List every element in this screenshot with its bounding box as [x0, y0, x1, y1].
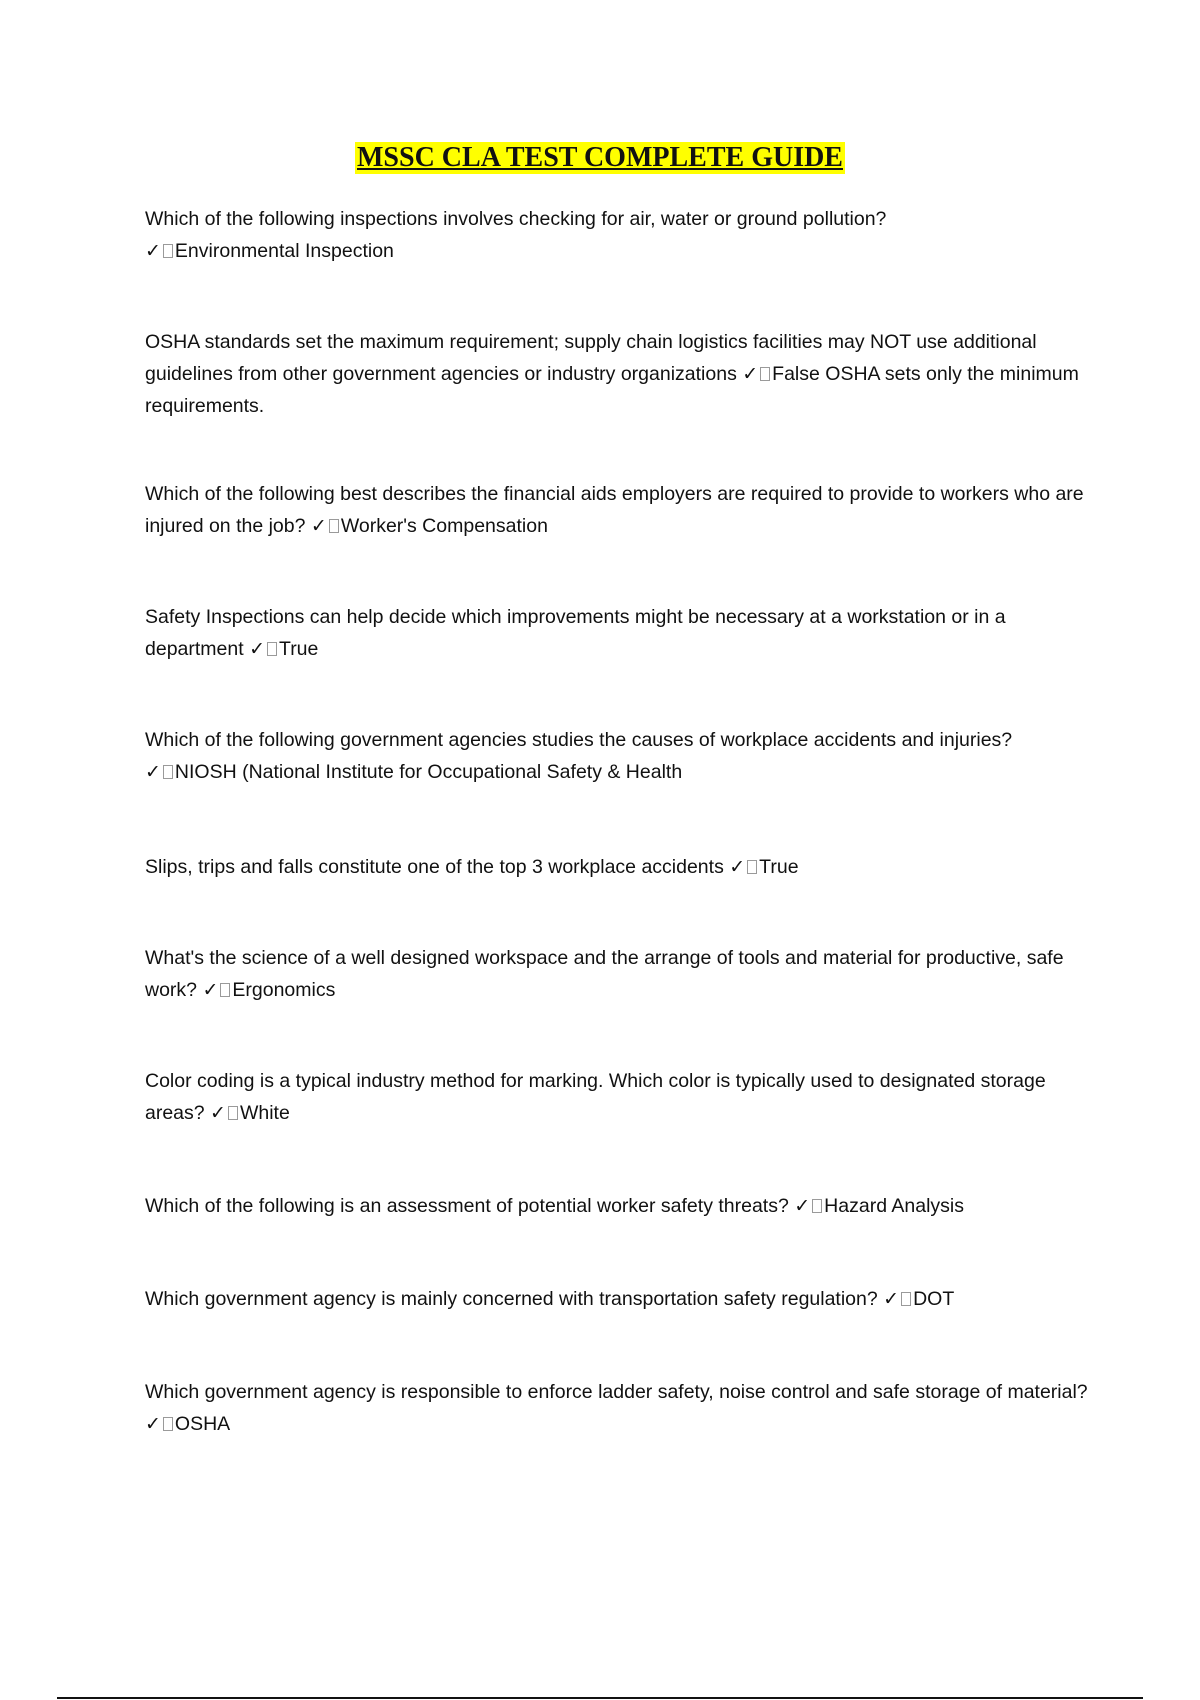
check-icon: ✓: [883, 1288, 900, 1310]
answer-text: White: [239, 1102, 290, 1124]
question-text: What's the science of a well designed workspace and the arrange of tools and material for productive, safe work?: [145, 947, 1064, 1001]
question-text: Which of the following best describes the financial aids employers are required to provide to workers who are injured on the job?: [145, 483, 1084, 537]
box-icon: [220, 983, 230, 997]
question-text: Slips, trips and falls constitute one of the top 3 workplace accidents: [145, 856, 724, 878]
check-icon: ✓: [742, 363, 759, 385]
question-text: Color coding is a typical industry method for marking. Which color is typically used to designated storage areas?: [145, 1070, 1046, 1124]
box-icon: [747, 860, 757, 874]
box-icon: [760, 367, 770, 381]
qa-item-8: [145, 1065, 1095, 1129]
qa-item-10: [145, 1283, 1095, 1315]
check-icon: ✓: [202, 979, 219, 1001]
check-icon: ✓: [249, 638, 265, 660]
box-icon: [329, 519, 339, 533]
check-icon: ✓: [210, 1102, 226, 1124]
check-icon: ✓: [145, 761, 161, 783]
check-icon: ✓: [729, 856, 746, 878]
qa-item-4: [145, 601, 1095, 665]
answer-text: OSHA: [174, 1413, 231, 1435]
box-icon: [901, 1292, 911, 1306]
qa-item-1: [145, 203, 1095, 267]
check-icon: ✓: [145, 240, 161, 262]
answer-text: NIOSH (National Institute for Occupational Safety & Health: [174, 761, 683, 783]
box-icon: [267, 642, 277, 656]
qa-item-3: [145, 478, 1095, 542]
qa-item-9: [145, 1190, 1095, 1222]
question-text: Which government agency is responsible to enforce ladder safety, noise control and safe storage of material?: [145, 1381, 1088, 1403]
question-text: Safety Inspections can help decide which improvements might be necessary at a workstation or in a department: [145, 606, 1006, 660]
answer-text: True: [759, 856, 799, 878]
box-icon: [163, 244, 173, 258]
qa-item-11: [145, 1376, 1095, 1440]
qa-item-6: [145, 851, 1095, 883]
qa-item-2: [145, 326, 1095, 422]
question-text: Which of the following is an assessment of potential worker safety threats?: [145, 1195, 789, 1217]
document-title: MSSC CLA TEST COMPLETE GUIDE: [357, 142, 843, 173]
answer-text: True: [279, 638, 319, 660]
title-block: [0, 142, 1200, 174]
answer-text: Hazard Analysis: [824, 1195, 964, 1217]
answer-text: False OSHA sets only the minimum requirements.: [145, 363, 1079, 417]
answer-text: Worker's Compensation: [340, 515, 548, 537]
answer-text: Ergonomics: [232, 979, 336, 1001]
qa-item-7: [145, 942, 1095, 1006]
check-icon: ✓: [310, 515, 327, 537]
check-icon: ✓: [794, 1195, 811, 1217]
box-icon: [228, 1106, 238, 1120]
footer-rule: [57, 1697, 1143, 1699]
box-icon: [812, 1199, 822, 1213]
answer-text: Environmental Inspection: [174, 240, 394, 262]
answer-text: DOT: [913, 1288, 955, 1310]
question-text: Which of the following inspections involves checking for air, water or ground pollution?: [145, 208, 887, 230]
check-icon: ✓: [145, 1413, 161, 1435]
box-icon: [163, 1417, 173, 1431]
question-text: OSHA standards set the maximum requirement; supply chain logistics facilities may NOT use additional guidelines from other government agencies or industry organizations: [145, 331, 1037, 385]
qa-item-5: [145, 724, 1095, 788]
box-icon: [163, 765, 173, 779]
question-text: Which government agency is mainly concerned with transportation safety regulation?: [145, 1288, 878, 1310]
question-text: Which of the following government agencies studies the causes of workplace accidents and injuries?: [145, 729, 1013, 751]
